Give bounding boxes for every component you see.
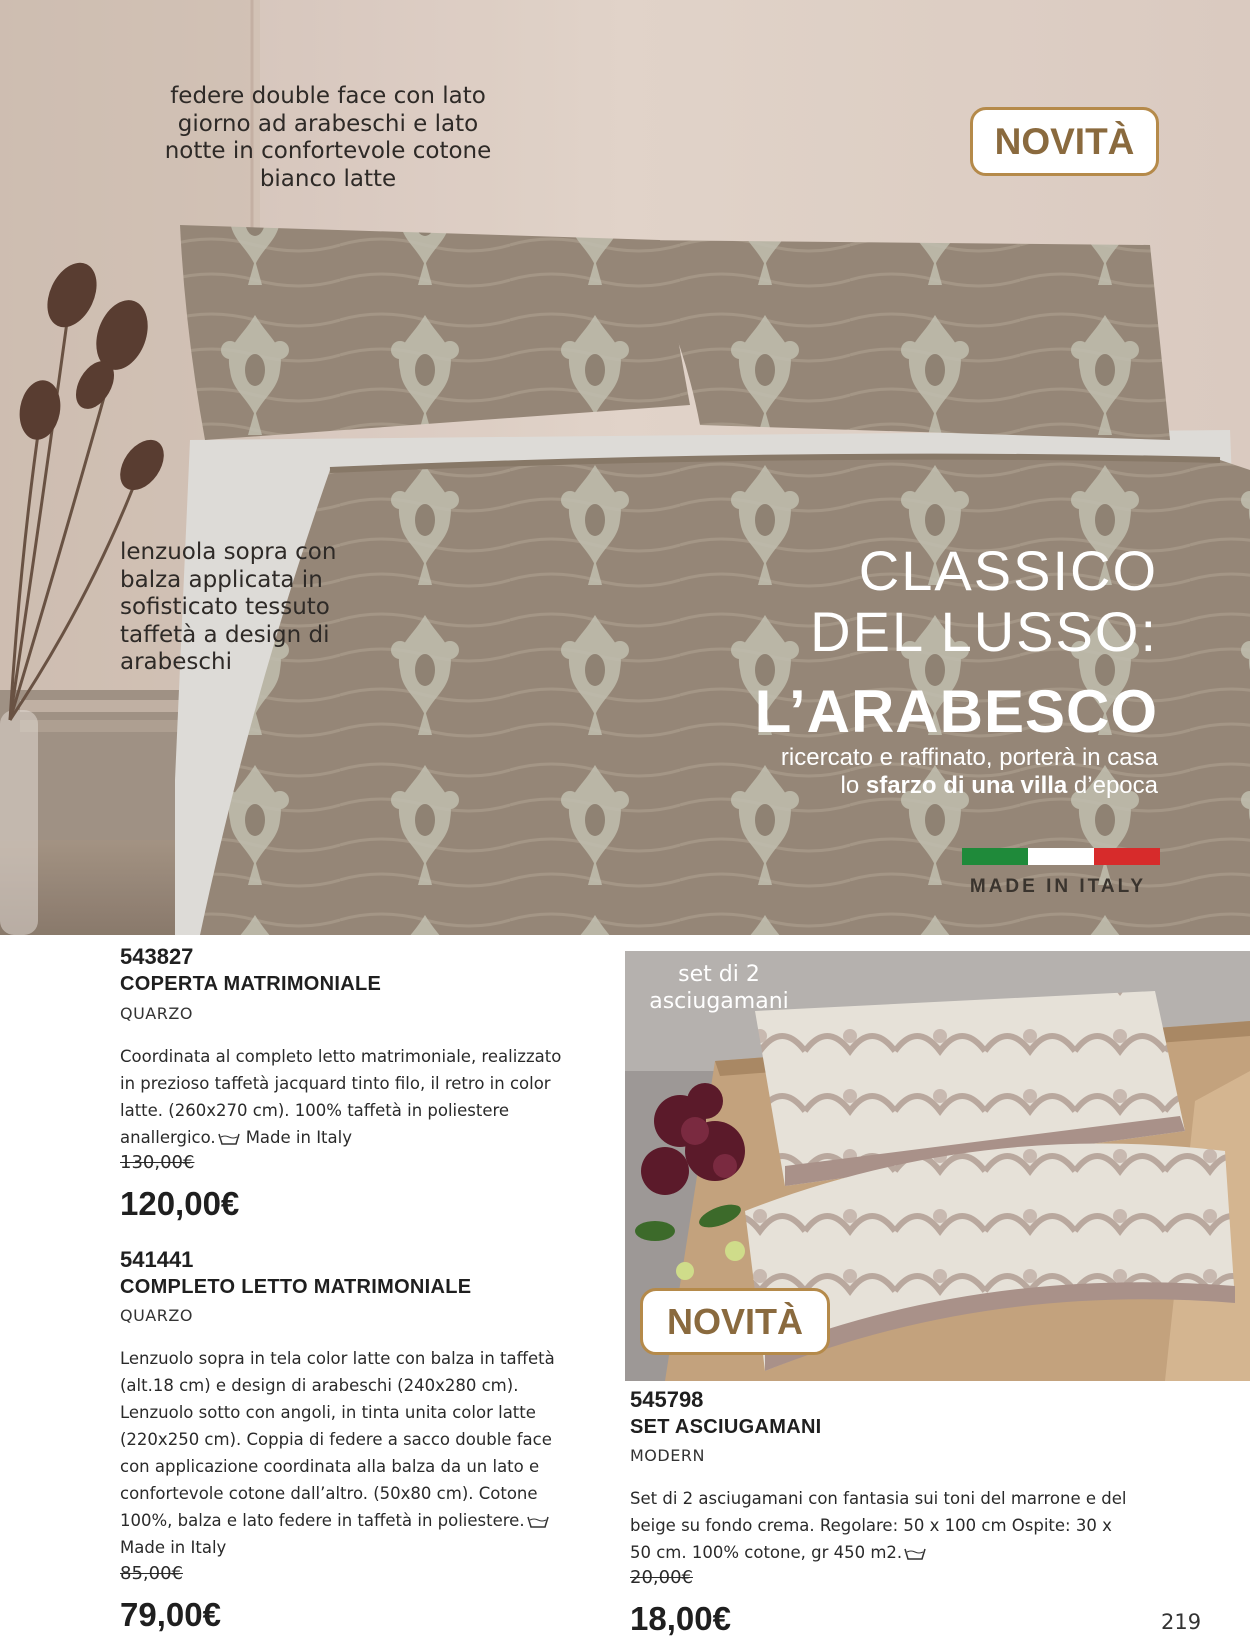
hero-title-line3: L’ARABESCO (754, 678, 1158, 745)
italian-flag-icon (962, 848, 1160, 865)
product-variant: MODERN (630, 1446, 705, 1465)
flag-green (962, 848, 1028, 865)
old-price: 20,00€ (630, 1567, 693, 1588)
sheet-caption: lenzuola sopra con balza applicata in sofisticato tessuto taffetà a design di arabeschi (120, 539, 337, 675)
novita-badge: NOVITÀ (640, 1288, 830, 1355)
price: 120,00€ (120, 1185, 240, 1222)
made-in-italy-label: MADE IN ITALY (969, 876, 1147, 897)
pillow-caption: federe double face con lato giorno ad arabeschi e lato notte in confortevole cotone bianco latte (164, 83, 492, 192)
flag-red (1094, 848, 1160, 865)
hero-title-line2: DEL LUSSO: (810, 600, 1158, 663)
wash-30-icon (527, 1516, 549, 1528)
product-variant: QUARZO (120, 1306, 193, 1325)
product-name: COPERTA MATRIMONIALE (120, 973, 382, 995)
old-price: 130,00€ (120, 1152, 195, 1173)
novita-badge: NOVITÀ (970, 107, 1159, 176)
product-name: COMPLETO LETTO MATRIMONIALE (120, 1276, 472, 1298)
hero-subtitle: ricercato e raffinato, porterà in casa lo sfarzo di una villa d’epoca (780, 744, 1158, 799)
price: 79,00€ (120, 1596, 221, 1633)
hero-title-line1: CLASSICO (858, 539, 1158, 602)
product-name: SET ASCIUGAMANI (630, 1416, 822, 1438)
old-price: 85,00€ (120, 1563, 183, 1584)
product-code: 541441 (120, 1247, 194, 1272)
product-variant: QUARZO (120, 1004, 193, 1023)
product-description: Set di 2 asciugamani con fantasia sui toni del marrone e del beige su fondo crema. Regolare: 50 x 100 cm Ospite: 30 x 50 cm. 100% cotone, gr 450 m2. (630, 1489, 1127, 1562)
flag-white (1028, 848, 1094, 865)
product-code: 545798 (630, 1387, 704, 1412)
product-description: Lenzuolo sopra in tela color latte con balza in taffetà (alt.18 cm) e design di arabeschi (240x280 cm). Lenzuolo sotto con angoli, in tinta unita color latte (220x250 cm). Coppia di federe a sacco double face con applicazione coordinata alla balza da un lato e confortevole cotone dall’altro. (50x80 cm). Cotone 100%, balza e lato federe in taffetà in poliestere.Made in Italy (120, 1349, 555, 1557)
wash-30-icon (218, 1133, 240, 1145)
page-number: 219 (1161, 1610, 1202, 1634)
wash-30-icon (904, 1548, 926, 1560)
towels-caption: set di 2 asciugamani (649, 962, 789, 1014)
product-description: Coordinata al completo letto matrimoniale, realizzato in prezioso taffetà jacquard tinto filo, il retro in color latte. (260x270 cm). 100% taffetà in poliestere anallergico. Made in Italy (120, 1047, 562, 1147)
product-code: 543827 (120, 944, 194, 969)
price: 18,00€ (630, 1600, 731, 1637)
